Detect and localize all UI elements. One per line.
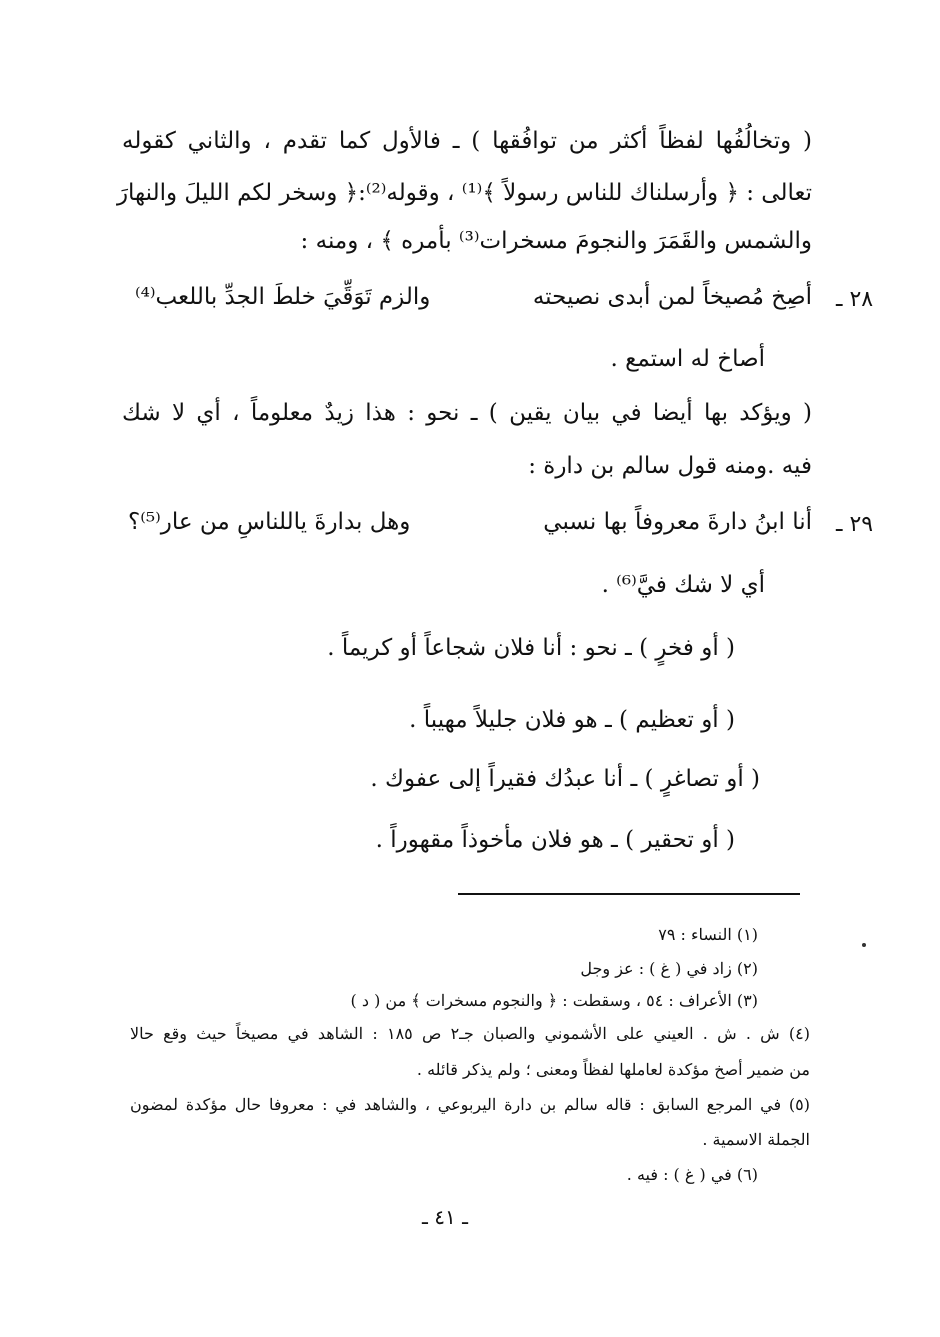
example-line: ( أو تصاغرٍ ) ـ أنا عبدُك فقيراً إلى عفوك . xyxy=(370,766,760,792)
verse-right-hemistich: أنا ابنُ دارةَ معروفاً بها نسبي xyxy=(543,509,812,535)
body-line: ( ويؤكد بها أيضا في بيان يقين ) ـ نحو : هذا زيدٌ معلوماً ، أي لا شك xyxy=(122,400,812,426)
verse-gloss: أصاخ له استمع . xyxy=(610,346,765,372)
verse-number: ٢٨ ـ xyxy=(836,287,874,312)
body-line: فيه .ومنه قول سالم بن دارة : xyxy=(528,453,812,479)
verse-gloss: أي لا شك فيَّ⁽⁶⁾ . xyxy=(601,572,765,598)
example-line: ( أو تعظيم ) ـ هو فلان جليلاً مهيباً . xyxy=(409,707,735,733)
footnote-continuation: الجملة الاسمية . xyxy=(702,1130,810,1149)
footnote: (٦) في ( غ ) : فيه . xyxy=(626,1165,758,1184)
footnote-continuation: من ضمير أصخ مؤكدة لعاملها لفظاً ومعنى ؛ ولم يذكر قائله . xyxy=(416,1060,810,1079)
footnote: (٥) في المرجع السابق : قاله سالم بن دارة اليربوعي ، والشاهد في : معروفا حال مؤكدة لمضون xyxy=(130,1095,810,1114)
body-line: تعالى : ﴿ وأرسلناك للناس رسولاً ﴾⁽¹⁾ ، وقوله⁽²⁾:﴿ وسخر لكم الليلَ والنهارَ xyxy=(116,180,812,206)
verse-right-hemistich: أصِخ مُصيخاً لمن أبدى نصيحته xyxy=(532,284,812,310)
footnote: (٣) الأعراف : ٥٤ ، وسقطت : ﴿ والنجوم مسخرات ﴾ من ( د ) xyxy=(350,991,758,1010)
footnote-separator xyxy=(458,893,800,895)
verse-left-hemistich: والزم تَوَقِّيَ خلطَ الجدِّ باللعب⁽⁴⁾ xyxy=(135,284,431,310)
footnote: (٤) ش . ش . العيني على الأشموني والصبان جـ٢ ص ١٨٥ : الشاهد في مصيخاً حيث وقع حالا xyxy=(130,1024,811,1043)
footnote: (٢) زاد في ( غ ) : عز وجل xyxy=(580,959,758,978)
body-line: ( وتخالُفُها لفظاً أكثر من توافُقها ) ـ فالأول كما تقدم ، والثاني كقوله xyxy=(122,128,812,154)
example-line: ( أو تحقير ) ـ هو فلان مأخوذاً مقهوراً . xyxy=(375,827,735,853)
page-number: ـ ٤١ ـ xyxy=(422,1205,468,1229)
scan-speck xyxy=(862,943,866,947)
verse-left-hemistich: وهل بدارةَ ياللناسِ من عار⁽⁵⁾؟ xyxy=(128,509,411,535)
footnote: (١) النساء : ٧٩ xyxy=(658,925,758,944)
verse-number: ٢٩ ـ xyxy=(836,512,874,537)
example-line: ( أو فخرٍ ) ـ نحو : أنا فلان شجاعاً أو كريماً . xyxy=(327,635,735,661)
body-line: والشمس والقَمَرَ والنجومَ مسخرات⁽³⁾ بأمره ﴾ ، ومنه : xyxy=(300,228,812,254)
